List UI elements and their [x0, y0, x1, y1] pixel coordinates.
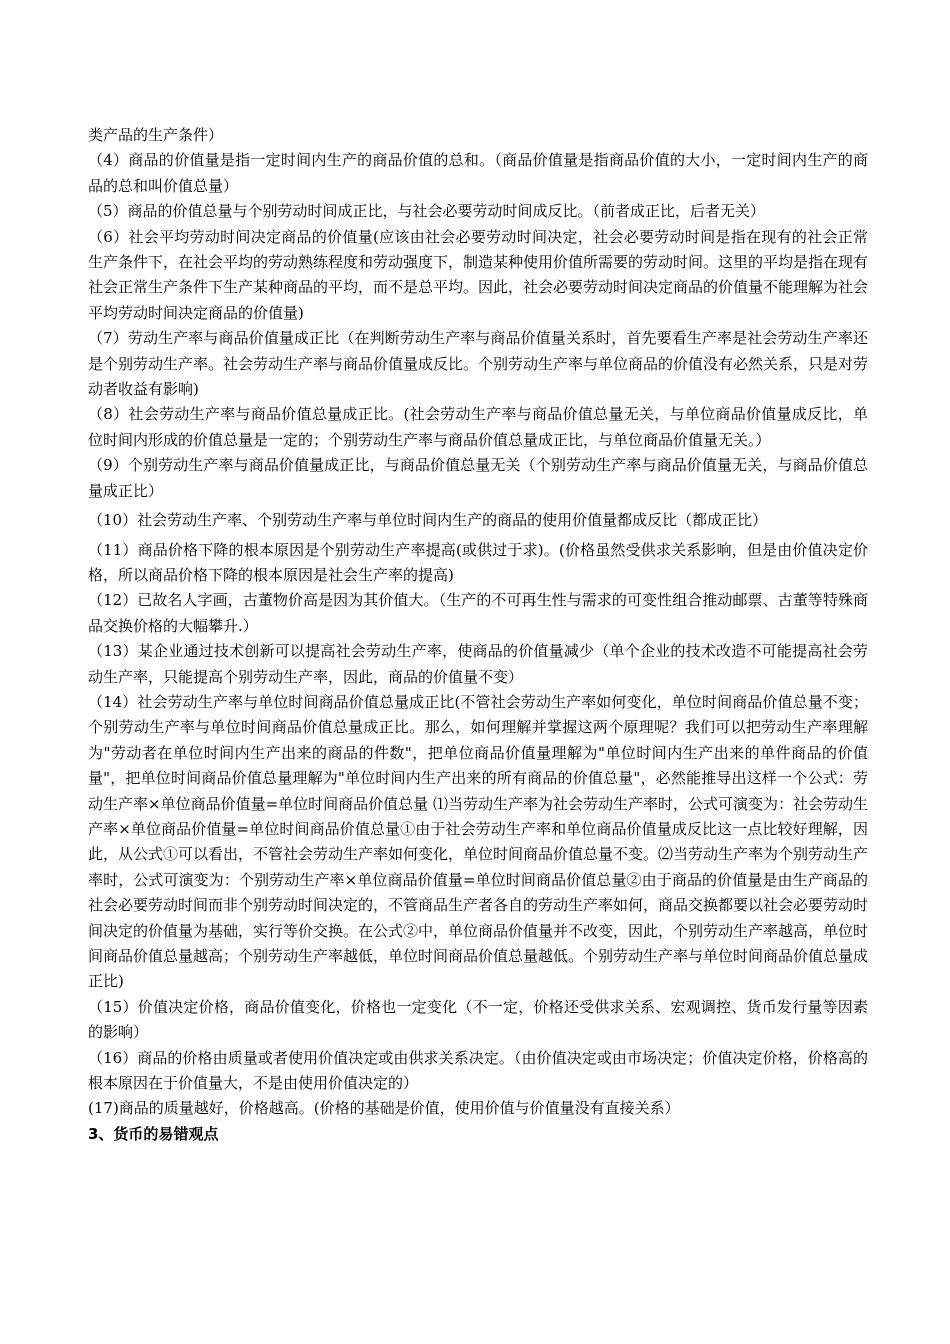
section-heading: 3、货币的易错观点 [88, 1124, 219, 1143]
paragraph-item-5: （5）商品的价值总量与个别劳动时间成正比，与社会必要劳动时间成反比。（前者成正比，后者无关） [88, 202, 766, 221]
paragraph-item-17: (17)商品的质量越好，价格越高。(价格的基础是价值，使用价值与价值量没有直接关系） [88, 1099, 680, 1118]
paragraph-item-16: （16）商品的价格由质量或者使用价值决定或由供求关系决定。（由价值决定或由市场决定；价值决定价格，价格高的根本原因在于价值量大，不是由使用价值决定的） [88, 1048, 868, 1093]
paragraph-item-11: （11）商品价格下降的根本原因是个别劳动生产率提高(或供过于求)。(价格虽然受供求关系影响，但是由价值决定价格，所以商品价格下降的根本原因是社会生产率的提高) [88, 540, 868, 584]
paragraph-item-12: （12）已故名人字画，古董物价高是因为其价值大。（生产的不可再生性与需求的可变性组合推动邮票、古董等特殊商品交换价格的大幅攀升.） [88, 591, 868, 635]
paragraph-item-14: （14）社会劳动生产率与单位时间商品价值总量成正比(不管社会劳动生产率如何变化，单位时间商品价值总量不变；个别劳动生产率与单位时间商品价值总量成正比。那么，如何理解并掌握这两个原理呢？我们可以把劳动生产率理解为"劳动者在单位时间内生产出来的商品的件数"，把单位商品价值量理解为"单位时间内生产出来的单件商品的价值量"，把单位时间商品价值总量理解为"单位时间内生产出来的所有商品的价值总量"，必然能推导出这样一个公式：劳动生产率×单位商品价值量=单位时间商品价值总量 ⑴当劳动生产率为社会劳动生产率时，公式可演变为：社会劳动生产率×单位商品价值量=单位时间商品价值总量①由于社会劳动生产率和单位商品价值量成反比这一点比较好理解，因此，从公式①可以看出，不管社会劳动生产率如何变化，单位时间商品价值总量不变。⑵当劳动生产率为个别劳动生产率时，公式可演变为：个别劳动生产率×单位商品价值量=单位时间商品价值总量②由于商品的价值量是由生产商品的社会必要劳动时间而非个别劳动时间决定的，不管商品生产者各自的劳动生产率如何，商品交换都要以社会必要劳动时间决定的价值量为基础，实行等价交换。在公式②中，单位商品价值量并不改变，因此，个别劳动生产率越高，单位时间商品价值总量越高；个别劳动生产率越低，单位时间商品价值总量越低。个别劳动生产率与单位时间商品价值总量成正比) [88, 692, 869, 991]
paragraph-item-10: （10）社会劳动生产率、个别劳动生产率与单位时间内生产的商品的使用价值量都成反比（都成正比） [88, 511, 768, 530]
paragraph-item-6: （6）社会平均劳动时间决定商品的价值量(应该由社会必要劳动时间决定，社会必要劳动时间是指在现有的社会正常生产条件下，在社会平均的劳动熟练程度和劳动强度下，制造某种使用价值所需要的劳动时间。这里的平均是指在现有社会正常生产条件下生产某种商品的平均，而不是总平均。因此，社会必要劳动时间决定商品的价值量不能理解为社会平均劳动时间决定商品的价值量) [88, 227, 869, 322]
paragraph-item-7: （7）劳动生产率与商品价值量成正比（在判断劳动生产率与商品价值量关系时，首先要看生产率是社会劳动生产率还是个别劳动生产率。社会劳动生产率与商品价值量成反比。个别劳动生产率与单位商品的价值没有必然关系，只是对劳动者收益有影响) [88, 329, 869, 399]
document-body [88, 123, 868, 1147]
paragraph-item-9: （9）个别劳动生产率与商品价值量成正比，与商品价值总量无关（个别劳动生产率与商品价值量无关，与商品价值总量成正比） [88, 456, 868, 500]
paragraph-item-4: （4）商品的价值量是指一定时间内生产的商品价值的总和。（商品价值量是指商品价值的大小，一定时间内生产的商品的总和叫价值总量） [88, 151, 868, 195]
paragraph-item-15: （15）价值决定价格，商品价值变化，价格也一定变化（不一定，价格还受供求关系、宏观调控、货币发行量等因素的影响） [88, 997, 868, 1042]
paragraph-continuation: 类产品的生产条件） [88, 126, 224, 144]
paragraph-item-8: （8）社会劳动生产率与商品价值总量成正比。(社会劳动生产率与商品价值总量无关，与单位商品价值量成反比，单位时间内形成的价值总量是一定的；个别劳动生产率与商品价值总量成正比，与单位商品价值量无关。） [88, 405, 868, 449]
paragraph-item-13: （13）某企业通过技术创新可以提高社会劳动生产率，使商品的价值量减少（单个企业的技术改造不可能提高社会劳动生产率，只能提高个别劳动生产率，因此，商品的价值量不变） [88, 642, 868, 686]
